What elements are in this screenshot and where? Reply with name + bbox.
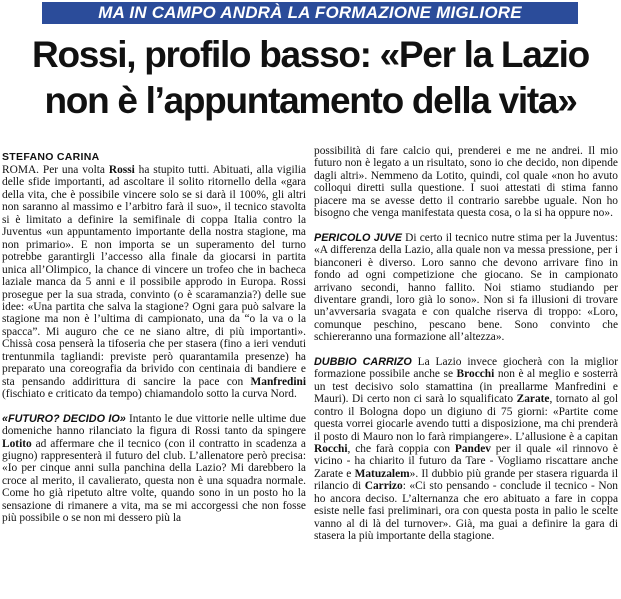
headline-line-1: Rossi, profilo basso: «Per la Lazio [32, 34, 589, 75]
paragraph-futuro [2, 413, 306, 525]
paragraph-futuro-body: Intanto le due vittorie nelle ultime due domeniche hanno rilanciato la figura di Rossi tanto da spingere Lotito ad affermare che il tecnico (con il contratto in scadenza a giugno) rappresenterà il futuro del club. L’allenatore però precisa: «Io per cinque anni sulla panchina della Lazio? Mi darebbero la croce al merito, il cavalierato, questa non è una squadra normale. Come ho già ripetuto altre volte, quando sono in un posto ho la sensazione di rimanere a vita, ma se mi accorgessi che non fosse più possibile o se non mi dessero più la [2, 412, 306, 525]
kicker-banner: MA IN CAMPO ANDRÀ LA FORMAZIONE MIGLIORE [42, 2, 578, 24]
player-name: Zarate [516, 393, 550, 406]
paragraph-continuation: possibilità di fare calcio qui, prenderei e me ne andrei. Il mio futuro non è legato a un risultato, sono io che decido, non dipende dagli altri». Nemmeno da Lotito, quindi, col quale «non ho avuto colloqui diretti sulla questione. I suoi attestati di stima fanno piacere ma se avesse detto il contrario sarebbe uguale. Non ho bisogno che venga manifestata questa cosa, o la si ha oppure no». [314, 145, 618, 220]
headline-line-2: non è l’appuntamento della vita» [44, 80, 577, 121]
subheading-pericolo-juve: PERICOLO JUVE [314, 231, 402, 244]
paragraph-dubbio-carrizo [314, 356, 618, 543]
byline: STEFANO CARINA [2, 151, 100, 163]
paragraph-pericolo-juve-body: Di certo il tecnico nutre stima per la Juventus: «A differenza della Lazio, alla quale non va messa pressione, per i bianconeri è diverso. Loro sanno che devono arrivare fino in fondo ad ogni competizione che giocano. Se in campionato arrivano secondi, hanno fallito. Noi stiamo studiando per diventare grandi, loro già lo sono». Non si fa illusioni di trovare un’avversaria svagata e con qualche riserva di troppo: «Loro, comunque peschino, pescano bene. Sono convinto che schiereranno una formazione all’altezza». [314, 231, 618, 344]
player-name: Rocchi [314, 442, 348, 455]
paragraph-pericolo-juve [314, 232, 618, 344]
player-name: Matuzalem [354, 467, 410, 480]
article-column-left [2, 164, 306, 525]
subheading-futuro: «FUTURO? DECIDO IO» [2, 412, 126, 425]
subheading-dubbio-carrizo: DUBBIO CARRIZO [314, 355, 412, 368]
article-column-right [314, 145, 618, 543]
player-name: Pandev [454, 442, 491, 455]
player-name: Rossi [108, 164, 135, 176]
player-name: Carrizo [364, 480, 403, 493]
paragraph-intro: ROMA. Per una volta Rossi ha stupito tutti. Abituati, alla vigilia delle sfide importanti, ad ascoltare il solito ritornello della «gara della vita, che è possibile vincere solo se si darà il 100%, gli altri non saranno al massimo e l’arbitro farà il suo», il tecnico stavolta si è limitato a definire la semifinale di coppa Italia contro la Juventus «un appuntamento importante della nostra stagione, ma non primario». E non importa se un superamento del turno potrebbe garantirgli l’accesso alla finale da giocarsi in partita unica all’Olimpico, la chance di vincere un trofeo che in bacheca laziale manca da 5 anni e il possibile approdo in Europa. Rossi prosegue per la sua strada, convinto (o è scaramanzia?) delle sue idee: «Una partita che salva la stagione? Ogni gara può salvare la stagione ma non è l’ultima di campionato, una da “o la va o la spacca”. Mi auguro che ce ne siano altre, di più importanti». Chissà cosa penserà la tifoseria che per stasera (fino a ieri venduti trentunmila tagliandi: previste però quarantamila presenze) ha preparato una coreografia da brivido con centinaia di bandiere e sta pensando addirittura di sancire la pace con Manfredini (fischiato e criticato da tempo) chiamandolo sotto la curva Nord. [2, 164, 306, 401]
player-name: Manfredini [250, 375, 306, 388]
paragraph-dubbio-carrizo-body: La Lazio invece giocherà con la miglior formazione possibile anche se Brocchi non è al meglio e sosterrà un test decisivo solo stamattina (in preallarme Manfredini e Mauri). Di certo non ci sarà lo squalificato Zarate, tornato al gol contro il Bologna dopo un digiuno di 75 giorni: «Partite come questa vorrei giocarle avendo tutti a disposizione, ma chi prenderà il posto di Mauro non lo farà rimpiangere». L’allusione è a capitan Rocchi, che farà coppia con Pandev per il quale «il rinnovo è vicino - ha chiarito il futuro da Tare - Vogliamo riscattare anche Zarate e Matuzalem». Il dubbio più grande per stasera riguarda il rilancio di Carrizo: «Ci sto pensando - conclude il tecnico - Non ho ancora deciso. L’alternanza che ero abituato a fare in coppa esiste nelle fasi preliminari, ora con questa posta in palio le scelte vanno al di là del turnover». Già, ma guai a definire la gara di stasera la più importante della stagione. [314, 355, 619, 543]
player-name: Brocchi [456, 368, 495, 381]
headline [0, 32, 621, 124]
player-name: Lotito [2, 437, 32, 450]
